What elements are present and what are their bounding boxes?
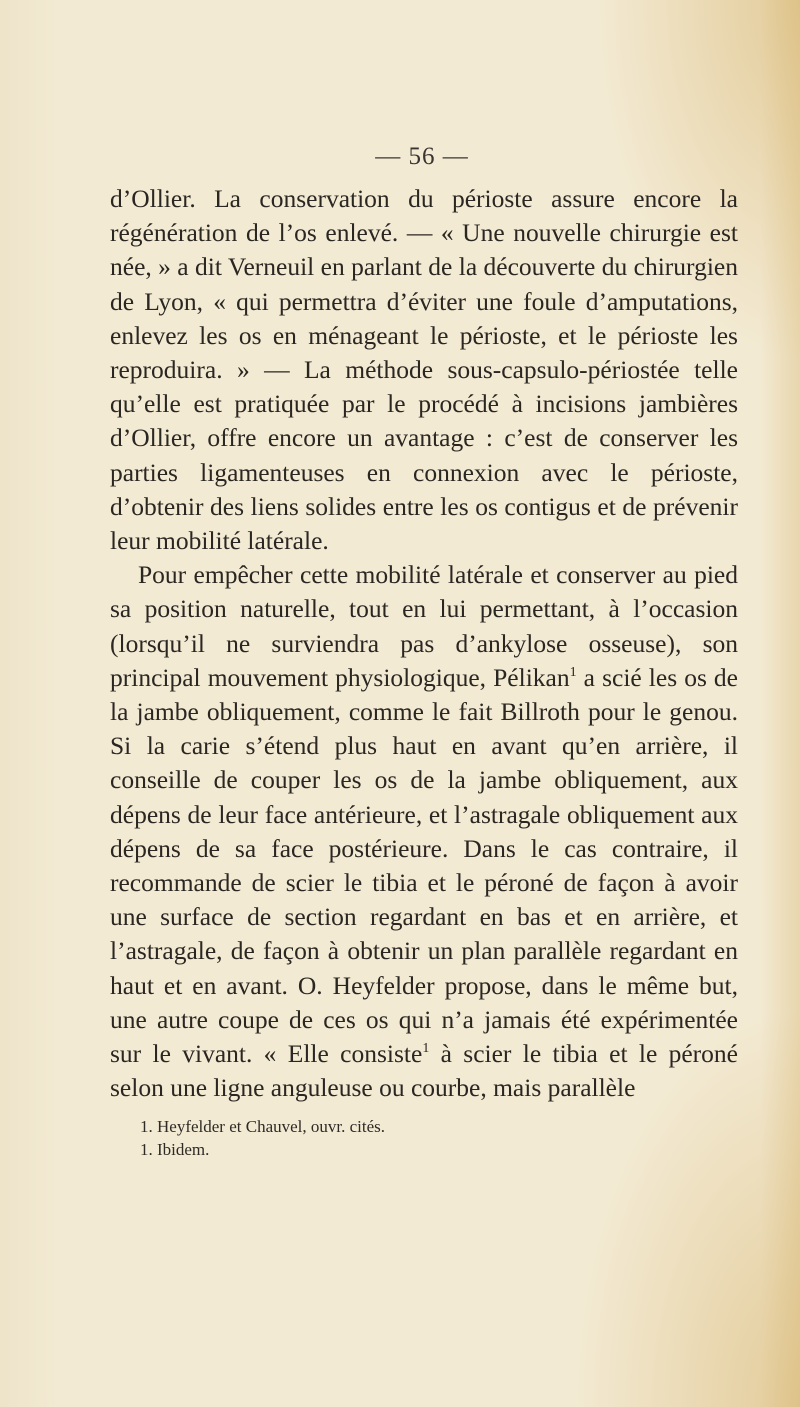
paragraph-2-part-3: à scier le tibia et le péroné selon une ligne anguleuse ou courbe, mais parallèle — [110, 1039, 738, 1103]
paragraph-2-part-1: Pour empêcher cette mobilité latérale et conserver au pied sa position naturelle, tout en lui permettant, à l’occasion (lorsqu’il ne surviendra pas d’ankylose osseuse), son principal mouvement physiologique, Pélikan — [110, 560, 738, 692]
footnote-2: 1. Ibidem. — [140, 1140, 210, 1160]
paragraph-2-part-2: a scié les os de la jambe obliquement, comme le fait Billroth pour le genou. Si la carie s’étend plus haut en avant qu’en arrière, il conseille de couper les os de la jambe obliquement, aux dépens de leur face antérieure, et l’astragale obliquement aux dépens de sa face postérieure. Dans le cas contraire, il recommande de scier le tibia et le péroné de façon à avoir une surface de section regardant en bas et en arrière, et l’astragale, de façon à obtenir un plan parallèle regardant en haut et en avant. O. Heyfelder propose, dans le même but, une autre coupe de ces os qui n’a jamais été expérimentée sur le vivant. « Elle consiste — [110, 662, 739, 1069]
footnote-reference-1: 1 — [569, 664, 577, 680]
paragraph-2 — [110, 558, 738, 1105]
footnote-1: 1. Heyfelder et Chauvel, ouvr. cités. — [140, 1117, 386, 1137]
paragraph-1: d’Ollier. La conservation du périoste assure encore la régénération de l’os enlevé. — « Une nouvelle chirurgie est née, » a dit Verneuil en parlant de la découverte du chirurgien de Lyon, « qui permettra d’éviter une foule d’amputations, enlevez les os en ménageant le périoste, et le périoste les reproduira. » — La méthode sous-capsulo-périostée telle qu’elle est pratiquée par le procédé à incisions jambières d’Ollier, offre encore un avantage : c’est de conserver les parties ligamenteuses en connexion avec le périoste, d’obtenir des liens solides entre les os contigus et de prévenir leur mobilité latérale. — [110, 184, 738, 556]
footnotes — [110, 1115, 738, 1161]
footnote-reference-2: 1 — [422, 1041, 430, 1057]
page-number: — 56 — — [375, 143, 469, 170]
page-content — [110, 140, 738, 1161]
